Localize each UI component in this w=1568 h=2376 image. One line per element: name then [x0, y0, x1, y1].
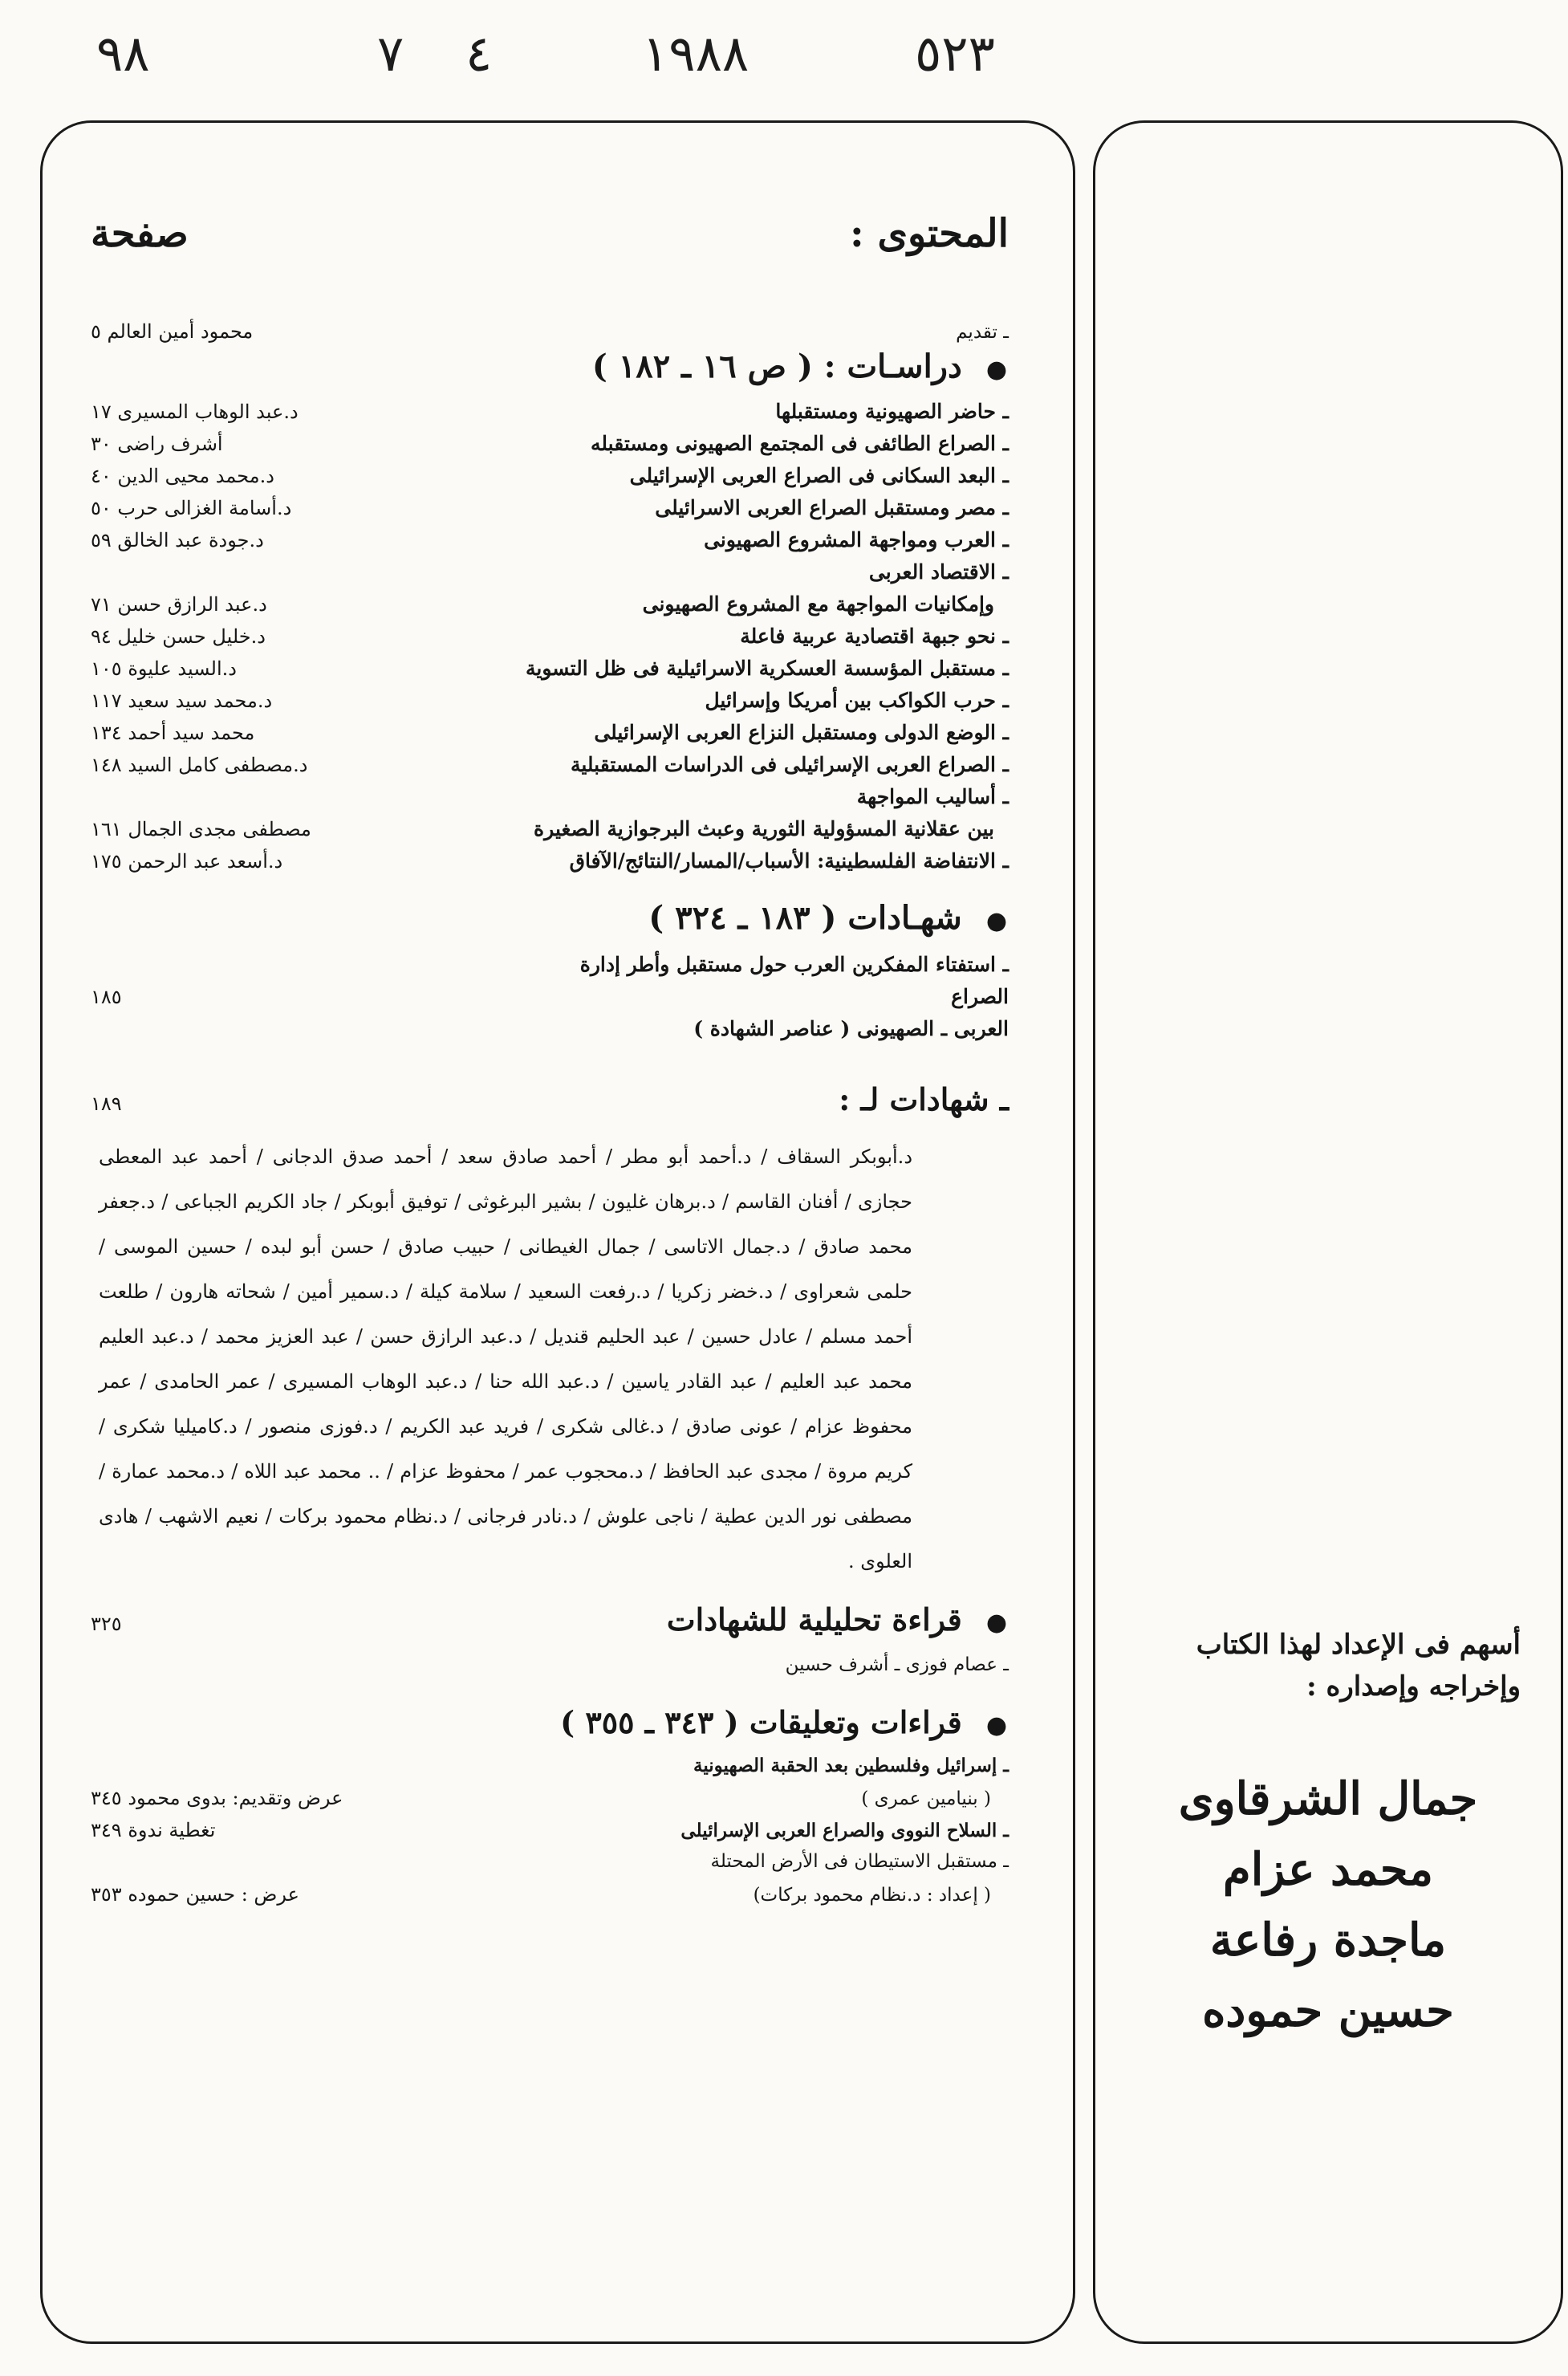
entry-author-page [91, 1787, 343, 1809]
entry-title: ـ البعد السكانى فى الصراع العربى الإسرائيلى [629, 464, 1009, 487]
handwritten-number: ٥٢٣ [915, 24, 995, 83]
contents-heading: المحتوى : [850, 211, 1009, 256]
toc-entry [91, 721, 1009, 753]
entry-author: أشرف راضى [117, 433, 223, 455]
credit-name: حسين حموده [1202, 1984, 1454, 2037]
section-title: شهـادات ( ١٨٣ ـ ٣٢٤ ) [648, 899, 962, 937]
entry-page: ١٨٩ [91, 1092, 122, 1115]
contents-body [91, 211, 1009, 2293]
entry-page: ٧١ [91, 593, 112, 616]
entry-author: د.مصطفى كامل السيد [128, 754, 308, 776]
entry-author-page [91, 722, 254, 744]
entry-author-page [91, 657, 237, 680]
entry-title: ـ أساليب المواجهة [856, 785, 1009, 808]
entry-title: ـ عصام فوزى ـ أشرف حسين [785, 1654, 1009, 1675]
entry-author-page [91, 818, 311, 840]
toc-entry [91, 528, 1009, 560]
toc-entry [91, 817, 1009, 849]
section-readings [91, 1704, 1009, 1740]
entry-author-page [91, 529, 264, 551]
entry-author-page [91, 625, 266, 648]
section-title: قراءة تحليلية للشهادات [666, 1601, 962, 1638]
toc-entry [91, 592, 1009, 625]
handwritten-date: ١٩٨٨ [642, 24, 749, 83]
bullet-icon: ● [985, 356, 1007, 384]
entry-author-page [91, 465, 274, 487]
contents-header [91, 211, 1009, 256]
contents-frame [40, 120, 1075, 2344]
section-testimonies [91, 899, 1009, 937]
entry-author-page [91, 497, 291, 519]
entry-author-page [91, 1883, 299, 1906]
entry-author: د.أسعد عبد الرحمن [128, 850, 283, 873]
entry-author-page [91, 986, 122, 1008]
entry-title: ـ الانتفاضة الفلسطينية: الأسباب/المسار/النتائج/الآفاق [569, 849, 1009, 873]
entry-page: ٤٠ [91, 465, 112, 487]
entry-author: د.عبد الوهاب المسيرى [117, 401, 299, 423]
entry-title: بين عقلانية المسؤولية الثورية وعبث البرجوازية الصغيرة [534, 817, 994, 840]
bullet-icon: ● [985, 1609, 1007, 1637]
entry-page: ١٤٨ [91, 754, 122, 776]
entry-author-page [91, 401, 299, 423]
entry-title: ـ الصراع العربى الإسرائيلى فى الدراسات المستقبلية [570, 753, 1009, 776]
toc-entry [91, 560, 1009, 592]
entry-author-page [91, 433, 223, 455]
handwritten-number: ٩٨ [96, 24, 150, 83]
studies-list [91, 400, 1009, 881]
entry-title: ـ العرب ومواجهة المشروع الصهيونى [704, 528, 1009, 551]
entry-title: ـ مصر ومستقبل الصراع العربى الاسرائيلى [655, 496, 1009, 519]
entry-author: د.جودة عبد الخالق [117, 529, 264, 551]
entry-page: ١٨٥ [91, 986, 122, 1008]
entry-author: د.محمد محيى الدين [117, 465, 274, 487]
entry-page: ٣٥٣ [91, 1883, 122, 1906]
entry-page: ٣٠ [91, 433, 112, 455]
credits-frame [1093, 120, 1563, 2344]
entry-title: ( بنيامين عمرى ) [861, 1788, 991, 1809]
entry-author-page [91, 320, 253, 343]
entry-author-page [91, 593, 267, 616]
toc-entry [91, 985, 1009, 1017]
entry-author: مصطفى مجدى الجمال [128, 818, 311, 840]
entry-title: وإمكانيات المواجهة مع المشروع الصهيونى [642, 592, 994, 616]
testimonies-list [91, 953, 1009, 1049]
handwritten-number: ٤ [465, 24, 493, 83]
page-column-heading: صفحة [91, 211, 189, 256]
entry-author: د.محمد سيد سعيد [128, 690, 273, 712]
entry-author-page [91, 754, 307, 776]
entry-title: ـ مستقبل المؤسسة العسكرية الاسرائيلية فى ظل التسوية [525, 657, 1009, 680]
section-title: ـ شهادات لـ : [839, 1081, 1009, 1117]
section-heading [667, 1601, 1009, 1638]
bullet-icon: ● [985, 907, 1007, 935]
credits-names [1119, 1764, 1537, 2046]
entry-title: ـ مستقبل الاستيطان فى الأرض المحتلة [710, 1851, 1009, 1872]
entry-author: د.السيد عليوة [128, 657, 237, 680]
entry-title: ـ تقديم [956, 322, 1009, 343]
readings-list [91, 1755, 1009, 1915]
toc-entry [91, 785, 1009, 817]
section-title: قراءات وتعليقات ( ٣٤٣ ـ ٣٥٥ ) [560, 1704, 962, 1740]
toc-entry [91, 657, 1009, 689]
section-analysis [91, 1601, 1009, 1654]
entry-title: ـ إسرائيل وفلسطين بعد الحقبة الصهيونية [693, 1755, 1009, 1776]
entry-author: محمود أمين العالم [107, 320, 254, 343]
entry-title: ـ الاقتصاد العربى [868, 560, 1009, 584]
entry-page: ٩٤ [91, 625, 112, 648]
entry-title: ـ نحو جبهة اقتصادية عربية فاعلة [740, 625, 1009, 648]
entry-title: ـ الوضع الدولى ومستقبل النزاع العربى الإسرائيلى [594, 721, 1009, 744]
credit-name: محمد عزام [1223, 1843, 1433, 1896]
analysis-authors [91, 1654, 1009, 1686]
toc-entry [91, 432, 1009, 464]
entry-title: ـ حاضر الصهيونية ومستقبلها [775, 400, 1009, 423]
entry-page: ٣٤٩ [91, 1819, 122, 1841]
entry-page: ١٧٥ [91, 850, 122, 873]
handwritten-number: ٧ [377, 24, 404, 83]
section-studies [91, 348, 1009, 385]
toc-entry [91, 1787, 1009, 1819]
entry-author: عرض وتقديم: بدوى محمود [128, 1787, 343, 1809]
toc-entry [91, 689, 1009, 721]
entry-page: ٥ [91, 320, 101, 343]
toc-entry [91, 625, 1009, 657]
entry-author-page [91, 690, 272, 712]
entry-title: الصراع [951, 985, 1009, 1008]
credits-note: أسهم فى الإعداد لهذا الكتاب وإخراجه وإصداره : [1196, 1629, 1521, 1703]
entry-page: ١١٧ [91, 690, 122, 712]
toc-entry [91, 496, 1009, 528]
entry-author: محمد سيد أحمد [128, 722, 255, 744]
toc-entry [91, 464, 1009, 496]
toc-entry [91, 400, 1009, 432]
entry-page: ١٠٥ [91, 657, 122, 680]
credit-name: ماجدة رفاعة [1209, 1914, 1447, 1967]
entry-page: ٥٠ [91, 497, 112, 519]
entry-author: د.خليل حسن خليل [117, 625, 266, 648]
entry-author: تغطية ندوة [128, 1819, 216, 1841]
entry-title: ـ استفتاء المفكرين العرب حول مستقبل وأطر إدارة [579, 953, 1009, 976]
toc-entry [91, 753, 1009, 785]
entry-title: ( إعداد : د.نظام محمود بركات) [753, 1885, 991, 1906]
toc-entry [91, 953, 1009, 985]
credits-body [1119, 1624, 1537, 2046]
entry-page: ١٣٤ [91, 722, 122, 744]
entry-author-page [91, 850, 282, 873]
entry-page: ٣٤٥ [91, 1787, 122, 1809]
toc-entry [91, 1851, 1009, 1883]
entry-author: د.أسامة الغزالى حرب [117, 497, 292, 519]
entry-page: ٣٢٥ [91, 1613, 122, 1635]
section-title: دراسـات : ( ص ١٦ ـ ١٨٢ ) [591, 348, 962, 385]
entry-page: ٥٩ [91, 529, 112, 551]
testimony-names: د.أبوبكر السقاف / د.أحمد أبو مطر / أحمد صادق سعد / أحمد صدق الدجانى / أحمد عبد المعطى حجازى / أفنان القاسم / د.برهان غليون / بشير البرغوثى / توفيق أبوبكر / جاد الكريم الجباعى / د.جعفر محمد صادق / د.جمال الاتاسى / جمال الغيطانى / حبيب صادق / حسن أبو لبده / حسين الموسى / حلمى شعراوى / د.خضر زكريا / د.رفعت السعيد / سلامة كيلة / د.سمير أمين / شحاته هارون / طلعت أحمد مسلم / عادل حسين / عبد الحليم قنديل / د.عبد الرازق حسن / عبد العزيز محمد / د.عبد العليم محمد عبد العليم / عبد القادر ياسين / د.عبد الله حنا / د.عبد الوهاب المسيرى / عمر الحامدى / عمر محفوظ عزام / عونى صادق / د.غالى شكرى / فريد عبد الكريم / د.فوزى منصور / د.كاميليا شكرى / كريم مروة / مجدى عبد الحافظ / د.محجوب عمر / محفوظ عزام / .. محمد عبد اللاه / د.محمد عمارة / مصطفى نور الدين عطية / ناجى علوش / د.نادر فرجانى / د.نظام محمود بركات / نعيم الاشهب / هادى العلوى . [99, 1145, 913, 1572]
entry-title: ـ حرب الكواكب بين أمريكا وإسرائيل [705, 689, 1009, 712]
section-testimonies-by [91, 1081, 1009, 1129]
credit-name: جمال الشرقاوى [1178, 1772, 1478, 1825]
toc-entry [91, 1755, 1009, 1787]
bullet-icon: ● [985, 1711, 1007, 1739]
entry-page: ١٧ [91, 401, 112, 423]
entry-author-page [91, 1819, 215, 1841]
entry-author: د.عبد الرازق حسن [117, 593, 267, 616]
toc-entry [91, 1883, 1009, 1915]
entry-title: العربى ـ الصهيونى ( عناصر الشهادة ) [693, 1017, 1009, 1040]
entry-title: ـ السلاح النووى والصراع العربى الإسرائيلى [680, 1820, 1009, 1841]
toc-entry [91, 1017, 1009, 1049]
toc-entry [91, 849, 1009, 881]
entry-page: ١٦١ [91, 818, 122, 840]
toc-entry [91, 1819, 1009, 1851]
entry-title: ـ الصراع الطائفى فى المجتمع الصهيونى ومستقبله [590, 432, 1009, 455]
entry-author: عرض : حسين حموده [128, 1883, 299, 1906]
